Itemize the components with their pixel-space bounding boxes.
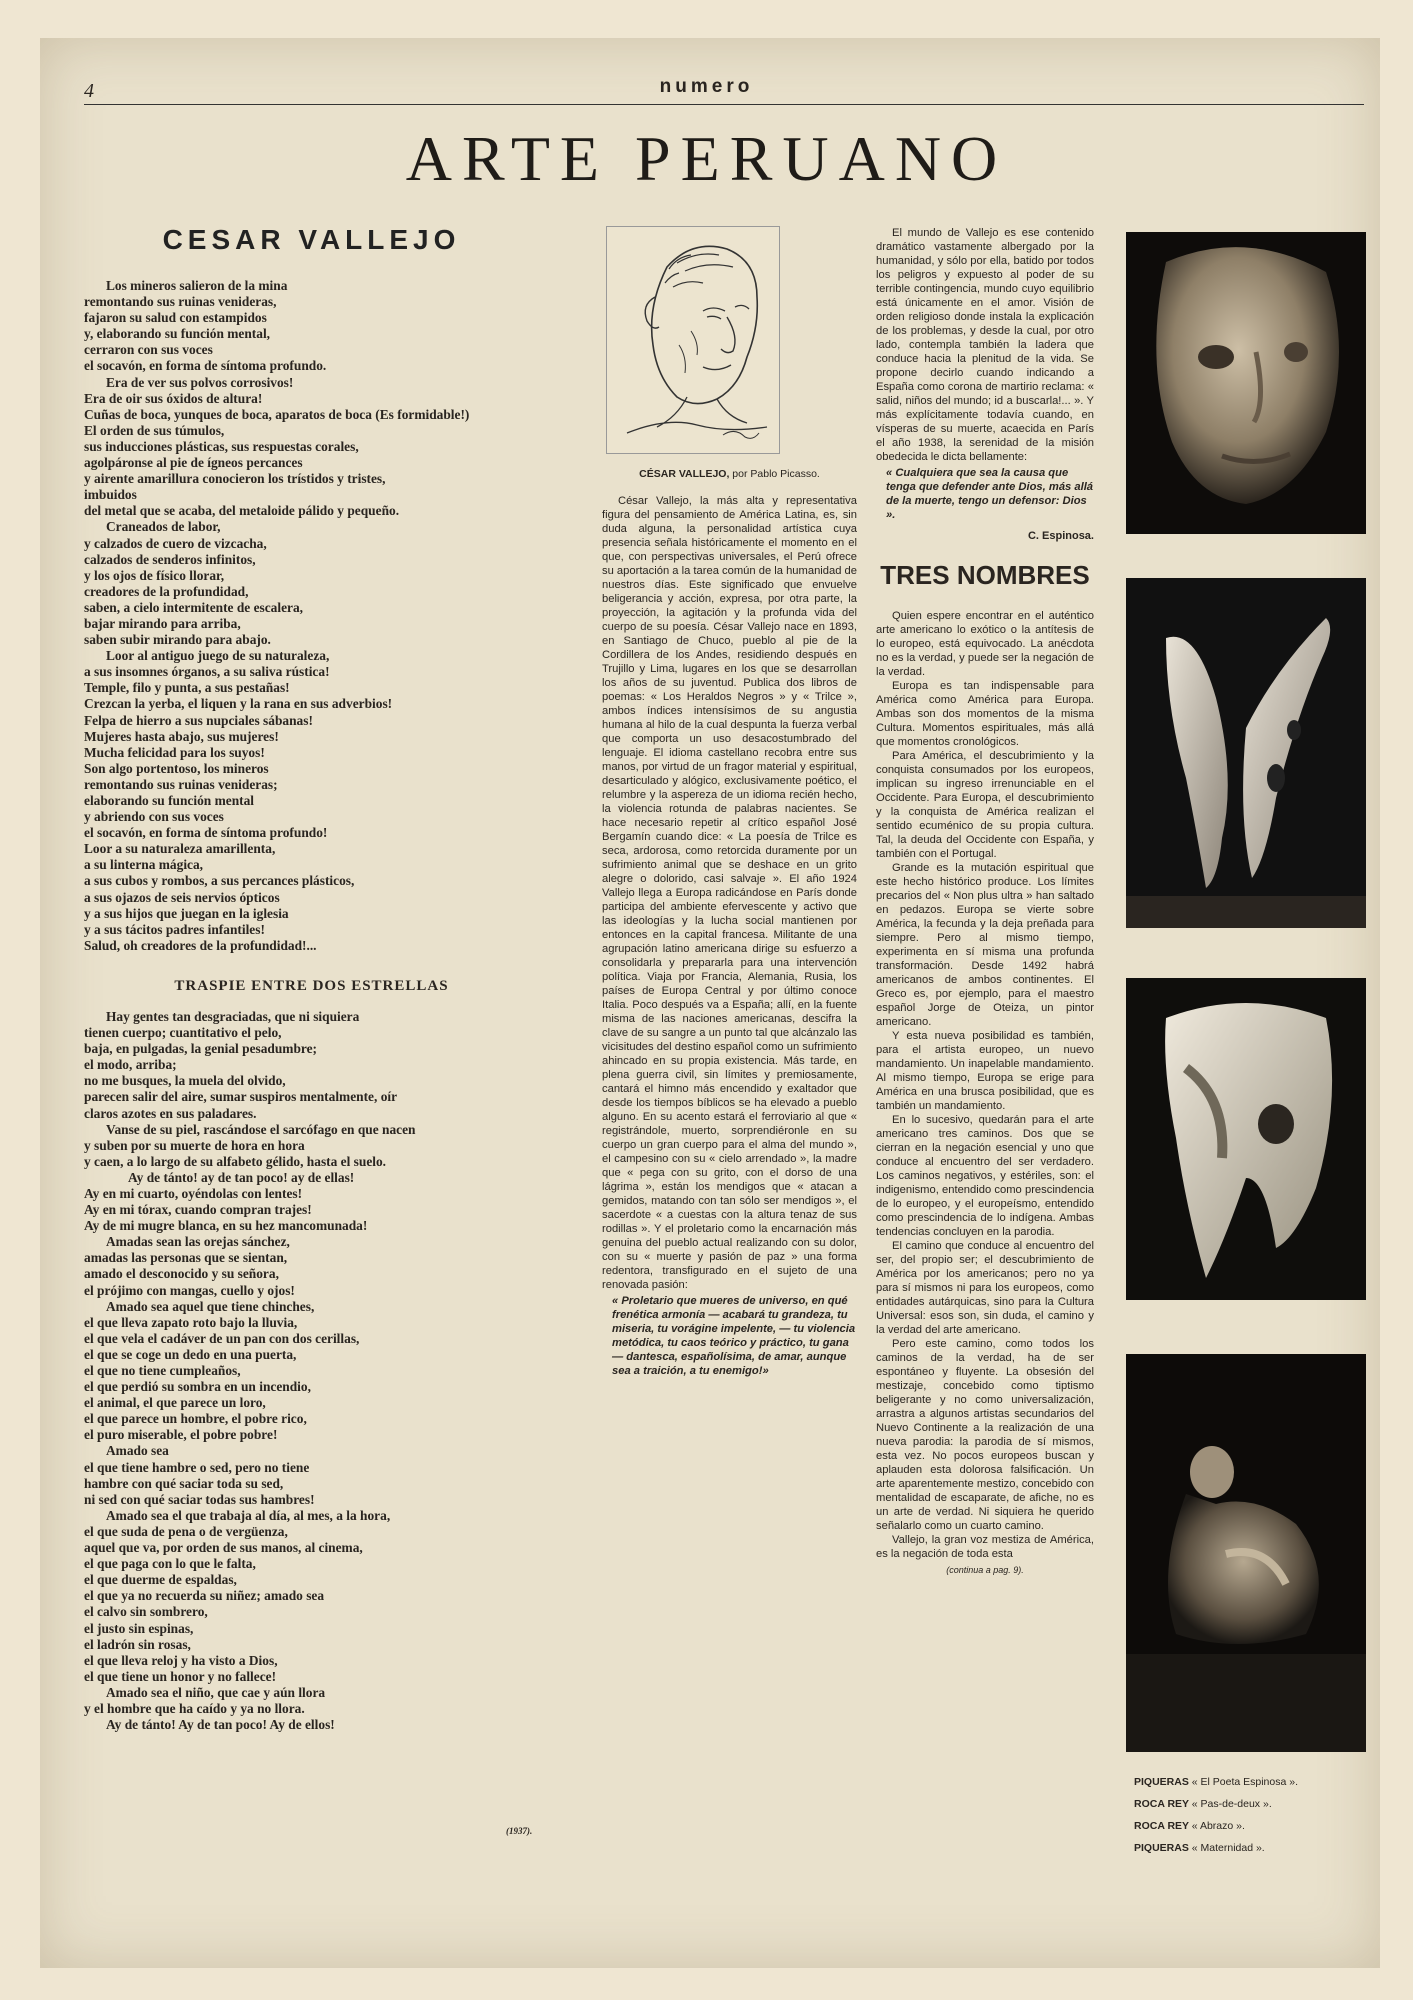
poem1-line: a sus ojazos de seis nervios ópticos	[84, 889, 280, 905]
article2-paragraph: El camino que conduce al encuentro del ser, del propio ser; el descubrimiento de América por los americanos; pero no ya para sí mismos ni para los europeos, como entidades autárquicas, sino para la Cultura Universal: esos son, sin duda, el camino y la verdad del arte americano.	[876, 1240, 1094, 1336]
poem2-line: y el hombre que ha caído y ya no llora.	[84, 1700, 305, 1716]
poem2-line: claros azotes en sus paladares.	[84, 1105, 257, 1121]
poem2-line: el calvo sin sombrero,	[84, 1604, 208, 1620]
poems-column	[84, 224, 539, 1733]
article2-paragraph: Y esta nueva posibilidad es también, para el artista europeo, un nuevo mandamiento. Un inapelable mandamiento. Al mismo tiempo, Europa se erige para América en una brusca posibilidad, que es también un mandamiento.	[876, 1030, 1094, 1112]
photo-caption-2-artist: ROCA REY	[1134, 1798, 1189, 1810]
article2-paragraph: Pero este camino, como todos los caminos de la verdad, ha de ser espontáneo y fluyente. La obsesión del mestizaje, concebido como tiptismo beligerante y no como universalización, arrastra a algunos artistas secundarios del Nuevo Continente a la realización de una nueva parodia: la parodia de sí mismos, esta vez. No pocos europeos buscan y aplauden esta dolorosa falsificación. Un arte aparentemente mestizo, concebido con mentalidad de escaparate, de afiche, no es un arte de verdad. Ni siquiera he querido señalarlo como un cuarto camino.	[876, 1338, 1094, 1532]
poem1-line: imbuidos	[84, 487, 137, 503]
poem1-line: cerraron con sus voces	[84, 342, 213, 358]
poem2-line: no me busques, la muela del olvido,	[84, 1073, 286, 1089]
article2-paragraph: Grande es la mutación espiritual que este hecho histórico produce. Los límites precarios del « Non plus ultra » han saltado en pedazos. Europa se vierte sobre América, la fecunda y la deja preñada para siempre. Pero al mismo tiempo, experimenta en sí misma una profunda transformación. Desde 1492 habrá americanos de ambos continentes. El Greco es, por ejemplo, para el maestro español Jorge de Oteiza, un pintor americano.	[876, 862, 1094, 1028]
article-column-1	[602, 226, 857, 1378]
poem2-line: el que suda de pena o de vergüenza,	[84, 1523, 288, 1539]
article1-signature: C. Espinosa.	[1027, 530, 1094, 542]
photo-pas-de-deux	[1126, 578, 1366, 928]
poem1-line: remontando sus ruinas venideras;	[84, 776, 278, 792]
article2-title: TRES NOMBRES	[880, 560, 1090, 590]
poem1-line: Era de ver sus polvos corrosivos!	[106, 374, 294, 390]
photo-abrazo	[1126, 978, 1366, 1300]
poem2-line: Ay de tánto! ay de tan poco! ay de ellas!	[128, 1169, 355, 1185]
portrait-caption-name: CÉSAR VALLEJO,	[639, 468, 730, 480]
poem1-line: Mucha felicidad para los suyos!	[84, 744, 265, 760]
photo-caption-1-artist: PIQUERAS	[1134, 1776, 1189, 1788]
poem2-line: Amado sea	[106, 1443, 169, 1459]
poem1-line: y los ojos de físico llorar,	[84, 567, 225, 583]
poem1-line: Loor a su naturaleza amarillenta,	[84, 841, 276, 857]
article2-body	[876, 609, 1094, 1561]
poem2-line: y suben por su muerte de hora en hora	[84, 1137, 305, 1153]
photo-maternidad	[1126, 1354, 1366, 1752]
poem1-line: bajar mirando para arriba,	[84, 615, 241, 631]
poem1-line: y airente amarillura conocieron los trístidos y tristes,	[84, 471, 386, 487]
photo-caption-3-artist: ROCA REY	[1134, 1820, 1189, 1832]
poem2-line: Ay en mi tórax, cuando compran trajes!	[84, 1202, 312, 1218]
article2-paragraph: En lo sucesivo, quedarán para el arte americano tres caminos. Dos que se cierran en la negación esencial y uno que conduce al encuentro del ser verdadero. Los caminos negativos, y estériles, son: el indigenismo, entendido como prescindencia de lo europeo, y el europeísmo, entendido como prescindencia de lo indígena. Ambas tendencias concluyen en la parodia.	[876, 1114, 1094, 1238]
poem1-line: Los mineros salieron de la mina	[106, 278, 288, 293]
article1-quote: « Proletario que mueres de universo, en qué frenética armonía — acabará tu grandeza, tu miseria, tu vorágine impelente, — tu violencia metódica, tu caos teórico y práctico, tu gana — dantesca, españolísima, de amar, aunque sea a traición, a tu enemigo!»	[612, 1295, 856, 1377]
poem1-line: Temple, filo y punta, a sus pestañas!	[84, 680, 290, 696]
poem2-line: Ay en mi cuarto, oyéndolas con lentes!	[84, 1185, 303, 1201]
poem2-line: el que ya no recuerda su niñez; amado sea	[84, 1588, 325, 1604]
header-rule	[84, 104, 1364, 105]
article2-paragraph: Para América, el descubrimiento y la conquista consumados por los europeos, implican su ingreso irrenunciable en el Occidente. Para Europa, el descubrimiento y la conquista de América realizan el sentido ecuménico de su propia cultura. Tal, la deuda del Occidente con España, y también con el Portugal.	[876, 750, 1094, 860]
poem2-line: Amado sea aquel que tiene chinches,	[106, 1298, 315, 1314]
poem2-line: el que parece un hombre, el pobre rico,	[84, 1411, 307, 1427]
poem1-line: calzados de senderos infinitos,	[84, 551, 256, 567]
poem1-line: elaborando su función mental	[84, 793, 255, 808]
poem2-line: parecen salir del aire, sumar suspiros mentalmente, oír	[84, 1089, 398, 1105]
poem2-line: amadas las personas que se sientan,	[84, 1250, 288, 1266]
poem2-line: Hay gentes tan desgraciadas, que ni siquiera	[106, 1008, 360, 1024]
poem1-line: y a sus hijos que juegan en la iglesia	[84, 905, 289, 921]
page-number: 4	[84, 80, 94, 102]
poem2-line: el que vela el cadáver de un pan con dos cerillas,	[84, 1330, 360, 1346]
poem1-line: el socavón, en forma de síntoma profundo.	[84, 358, 327, 374]
photo-caption-3	[1134, 1820, 1245, 1832]
poem2-line: Amado sea el niño, que cae y aún llora	[106, 1684, 326, 1700]
article1-quote2: « Cualquiera que sea la causa que tenga que defender ante Dios, más allá de la muerte, tengo un defensor: Dios ».	[886, 467, 1094, 521]
poem1-line: Crezcan la yerba, el liquen y la rana en sus adverbios!	[84, 696, 393, 712]
article1-continuation: El mundo de Vallejo es ese contenido dramático vastamente albergado por la humanidad, y sólo por ella, batido por todos los peligros y expuesto al poder de su terrible contingencia, mundo cuyo equilibrio está únicamente en el amor. Visión de orden religioso donde instala la explicación de los problemas, y desde la cual, por otro lado, contempla también la ladera que conduce hacia la plenitud de la vida. Se propone decirlo cuando indicando a España como corona de martirio reclama: « salid, niños del mundo; id a buscarla!... ». Y más explícitamente todavía cuando, en vísperas de su muerte, acaecida en París el año 1938, la serenidad de la misión obedecida le dicta bellamente:	[876, 227, 1094, 463]
poem2-line: el puro miserable, el pobre pobre!	[84, 1427, 278, 1443]
poem2-line: el ladrón sin rosas,	[84, 1636, 191, 1652]
poem1-line: fajaron su salud con estampidos	[84, 310, 267, 326]
poem2-year: (1937).	[506, 1826, 533, 1836]
poem2-line: el que lleva zapato roto bajo la lluvia,	[84, 1314, 298, 1330]
poem2-line: ni sed con qué saciar todas sus hambres!	[84, 1491, 315, 1507]
poem1-line: Loor al antiguo juego de su naturaleza,	[106, 648, 330, 664]
poem2-line: baja, en pulgadas, la genial pesadumbre;	[84, 1041, 318, 1057]
main-title: ARTE PERUANO	[405, 123, 1008, 194]
poem1-line: Cuñas de boca, yunques de boca, aparatos de boca (Es formidable!)	[84, 406, 470, 422]
poem2-line: el que duerme de espaldas,	[84, 1572, 237, 1588]
poem1-line: a sus cubos y rombos, a sus percances plásticos,	[84, 873, 355, 889]
poem1-line: saben subir mirando para abajo.	[84, 632, 271, 648]
portrait-caption-by: por Pablo Picasso.	[732, 468, 820, 480]
poem2-line: Amado sea el que trabaja al día, al mes, a la hora,	[106, 1507, 391, 1523]
poem2-line: el que lleva reloj y ha visto a Dios,	[84, 1652, 278, 1668]
poem1-line: Era de oir sus óxidos de altura!	[84, 390, 263, 406]
masthead: numero	[659, 76, 754, 97]
photo-caption-2-work: « Pas-de-deux ».	[1191, 1798, 1272, 1810]
photo-caption-3-work: « Abrazo ».	[1191, 1820, 1245, 1832]
photo-caption-4	[1134, 1842, 1265, 1854]
poem2-line: el que perdió su sombra en un incendio,	[84, 1379, 311, 1395]
poem2-line: Vanse de su piel, rascándose el sarcófago en que nacen	[106, 1121, 416, 1137]
poem1-line: Son algo portentoso, los mineros	[84, 760, 269, 776]
poem1-line: a sus insomnes órganos, a su saliva rústica!	[84, 664, 330, 680]
poem2-line: el que no tiene cumpleaños,	[84, 1363, 241, 1378]
poem2-line: aquel que va, por orden de sus manos, al cinema,	[84, 1540, 363, 1556]
poem1-line: y a sus tácitos padres infantiles!	[84, 921, 265, 937]
poem1-line: Mujeres hasta abajo, sus mujeres!	[84, 728, 279, 744]
photo-poeta-espinosa	[1126, 232, 1366, 534]
poem1-line: y, elaborando su función mental,	[84, 326, 271, 342]
poem1-line: Salud, oh creadores de la profundidad!...	[84, 937, 317, 953]
article2-continues: (continua a pag. 9).	[946, 1565, 1024, 1575]
poem2-line: Ay de mi mugre blanca, en su hez mancomunada!	[84, 1218, 368, 1234]
photo-caption-4-work: « Maternidad ».	[1191, 1842, 1265, 1854]
poem1-line: agolpáronse al pie de ígneos percances	[84, 455, 303, 471]
poem2-line: Ay de tánto! Ay de tan poco! Ay de ellos!	[106, 1717, 335, 1733]
photo-caption-4-artist: PIQUERAS	[1134, 1842, 1189, 1854]
photo-caption-1-work: « El Poeta Espinosa ».	[1191, 1776, 1299, 1788]
poem1-body	[84, 278, 539, 954]
picasso-portrait-drawing	[606, 226, 780, 454]
poem2-line: Amadas sean las orejas sánchez,	[106, 1234, 290, 1250]
poem1-line: a su linterna mágica,	[84, 857, 204, 873]
poem1-line: creadores de la profundidad,	[84, 583, 249, 599]
poem2-line: el modo, arriba;	[84, 1057, 177, 1073]
poem1-line: remontando sus ruinas venideras,	[84, 294, 277, 310]
poem1-line: saben, a cielo intermitente de escalera,	[84, 599, 304, 615]
poem2-line: el que paga con lo que le falta,	[84, 1556, 256, 1572]
poem2-line: y caen, a lo largo de su alfabeto gélido, hasta el suelo.	[84, 1153, 387, 1169]
poem2-title: TRASPIE ENTRE DOS ESTRELLAS	[174, 977, 449, 994]
portrait-caption	[602, 468, 857, 480]
poem1-line: Craneados de labor,	[106, 519, 221, 535]
article1-paragraph: César Vallejo, la más alta y representativa figura del pensamiento de América Latina, es, sin duda alguna, la personalidad artística cuya presencia señala históricamente el momento en el que, con perspectivas universales, el Perú ofrece su aportación a la tarea común de la humanidad de nuestros días. Este significado que envuelve beligerancia y acción, expresa, por otra parte, la proyección, la agitación y la profunda vida del cuerpo de su poesía. César Vallejo nace en 1893, en Santiago de Chuco, pueblo al pie de la Cordillera de los Andes, residiendo después en Trujillo y Lima, lugares en los que se desarrollan los años de su juventud. Publica dos libros de poemas: « Los Heraldos Negros » y « Trilce », ambos índices intensísimos de su angustia humana al hilo de la cual despunta la fuerza verbal que comporta un uso desacostumbrado del lenguaje. El idioma castellano recobra entre sus manos, por virtud de un fragor material y espiritual, desarticulado y alógico, exclusivamente poético, el relumbre y la aspereza de un idioma recién hecho, la violencia rotunda de palabras nacientes. Se hace necesario repetir al crítico español José Bergamín cuando dice: « La poesía de Trilce es seca, ardorosa, como retorcida duramente por un sufrimiento animal que se deshace en un grito alegre o doloridо, casi salvaje ». El año 1924 Vallejo llega a Europa radicándose en París donde participa del ambiente efervescente y activo que las ideologías y la lucha social mantienen por entonces en la capital francesa. Militante de una agrupación latino americana dirige su esfuerzo a consolidarla y prepararla para una intervención política. Viaja por Francia, Alemania, Rusia, los países de Europa Central y por último conoce Italia. Poco después va a España; allí, en la fuente misma de las naciones americanas, descifra la clave de su sangre a un punto tal que alcánzalo las vicisitudes del destino español como un sufrimiento ahincado en su propia existencia. Más tarde, en plena guerra civil, sin límites y premiosamente, cantará el himno más encendido y exaltador que desde los tiempos bíblicos se ha elevado a pueblo alguno. En su acento estará el ferroviario al que « registrándole, muerto, sorprendiéronle en su cuerpo un gran cuerpo para el alma del mundo », el campesino con su « cielo arrendado », la madre que « pega con su grito, con el dorso de una lágrima », están los mendigos que « atacan a gemidos, matando con tan sólo ser mendigos », el sacerdote « a cuestas con la altura tenaz de sus rodillas ». Y el proletario como la encarnación más genuina del pueblo actual realizando con su dolor, con su « muerte y pasión de paz » una forma redentora, transfigurado en el sujeto de una renovada pasión:	[602, 495, 857, 1291]
photo-caption-2	[1134, 1798, 1272, 1810]
poem2-line: tienen cuerpo; cuantitativo el pelo,	[84, 1025, 282, 1041]
poem2-line: el justo sin espinas,	[84, 1620, 194, 1636]
poem1-title: CESAR VALLEJO	[162, 224, 461, 255]
poem2-line: el que tiene un honor y no fallece!	[84, 1668, 277, 1684]
poem1-line: del metal que se acaba, del metaloide pálido y pequeño.	[84, 503, 400, 519]
poem2-line: el prójimo con mangas, cuello y ojos!	[84, 1282, 295, 1298]
poem2-line: el que tiene hambre o sed, pero no tiene	[84, 1459, 310, 1475]
poem2-line: hambre con qué saciar toda su sed,	[84, 1475, 284, 1491]
poem1-line: Felpa de hierro a sus nupciales sábanas!	[84, 712, 313, 728]
poem2-line: el que se coge un dedo en una puerta,	[84, 1346, 297, 1362]
article2-paragraph: Vallejo, la gran voz mestiza de América, es la negación de toda esta	[876, 1534, 1094, 1560]
poem1-line: sus inducciones plásticas, sus respuestas corales,	[84, 438, 359, 454]
article2-paragraph: Quien espere encontrar en el auténtico arte americano lo exótico o la antítesis de lo europeo, está equivocado. La anécdota no es la verdad, y puede ser la negación de la verdad.	[876, 610, 1094, 678]
poem2-line: el animal, el que parece un loro,	[84, 1395, 266, 1411]
article-column-2	[876, 226, 1094, 1575]
poem2-line: amado el desconocido y su señora,	[84, 1266, 279, 1282]
poem1-line: El orden de sus túmulos,	[84, 422, 225, 438]
poem1-line: el socavón, en forma de síntoma profundo!	[84, 825, 328, 841]
photo-caption-1	[1134, 1776, 1298, 1788]
article2-paragraph: Europa es tan indispensable para América como América para Europa. Ambas son dos momentos de la misma Cultura. Momentos espirituales, más allá que momentos cronológicos.	[876, 680, 1094, 748]
poem2-body	[84, 1009, 539, 1733]
poem1-line: y calzados de cuero de vizcacha,	[84, 535, 267, 551]
poem1-line: y abriendo con sus voces	[84, 809, 224, 825]
